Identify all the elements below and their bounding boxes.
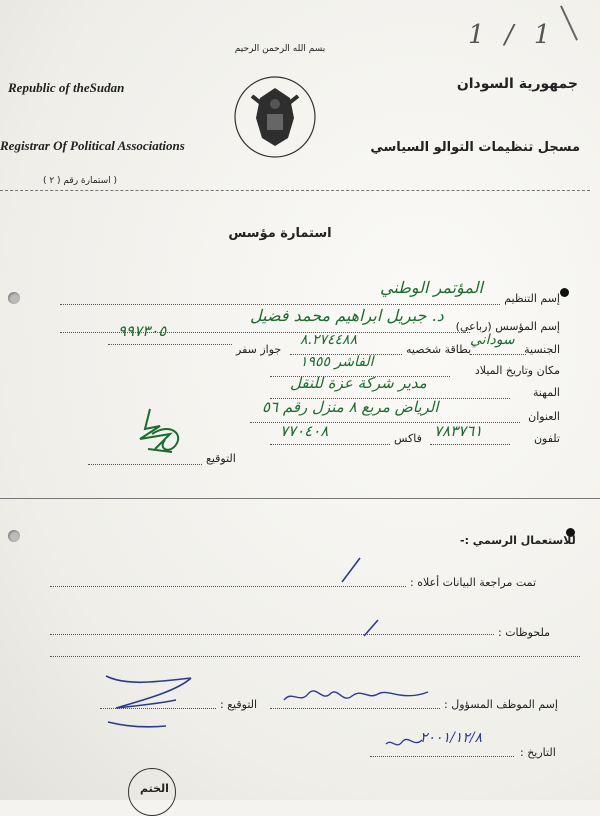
signature-line: [88, 464, 202, 465]
section-divider: [0, 498, 600, 499]
basmala: بسم الله الرحمن الرحيم: [234, 44, 326, 54]
punch-hole: [8, 530, 20, 542]
date-line: [370, 756, 514, 757]
phone-label: تلفون: [533, 432, 560, 445]
nationality-label: الجنسية: [524, 343, 560, 356]
founder-value: د. جبريل ابراهيم محمد فضيل: [250, 306, 444, 325]
nationality-value: سوداني: [470, 332, 515, 348]
page-number: 1 / 1: [468, 20, 557, 50]
address-label: العنوان: [528, 410, 560, 423]
org-line: [60, 304, 500, 305]
passport-value: ٩٩٧٣٠٥: [118, 322, 167, 340]
reviewed-label: تمت مراجعة البيانات أعلاه :: [410, 576, 537, 589]
emblem-seal: [232, 74, 318, 160]
header-registrar-ar: مسجل تنظيمات التوالو السياسي: [370, 140, 580, 155]
address-value: الرياض مربع ٨ منزل رقم ٥٦: [262, 398, 439, 416]
org-label: إسم التنظيم: [504, 292, 560, 305]
stamp-label: الختم: [140, 782, 169, 795]
date-scribble: [384, 736, 424, 756]
punch-hole: [8, 292, 20, 304]
phone-value: ٧٨٣٧٦١: [434, 422, 483, 440]
officer-value-scribble: [282, 686, 432, 712]
founder-signature-label: التوقيع: [206, 452, 236, 465]
header-divider: [0, 190, 590, 191]
birth-value: الفاشر ١٩٥٥: [300, 354, 374, 370]
id-value: ٨.٢٧٤٤٨٨: [300, 332, 358, 348]
phone-line: [430, 444, 510, 445]
form-number: ( استمارة رقم ( ٢ ): [42, 176, 118, 186]
form-title: استمارة مؤسس: [228, 226, 332, 241]
header-country-ar: جمهورية السودان: [456, 76, 578, 92]
date-value: ٢٠٠١/١٢/٨: [420, 730, 483, 746]
header-registrar-en: Registrar Of Political Associations: [0, 138, 185, 153]
official-title: للاستعمال الرسمي :-: [460, 534, 576, 547]
fax-value: ٧٧٠٤٠٨: [280, 422, 329, 440]
header-country-en: Republic of theSudan: [8, 80, 125, 95]
birth-label: مكان وتاريخ الميلاد: [474, 364, 560, 377]
passport-line: [108, 344, 232, 345]
officer-label: إسم الموظف المسؤول :: [444, 698, 558, 711]
job-label: المهنة: [532, 386, 560, 399]
passport-label: جواز سفر: [236, 343, 282, 356]
notes-line-1: [50, 634, 494, 635]
notes-line-2: [50, 656, 580, 657]
review-checkmark: [340, 556, 364, 590]
job-value: مدير شركة عزة للنقل: [290, 374, 427, 392]
founder-signature: [130, 404, 190, 464]
org-value: المؤتمر الوطني: [380, 278, 483, 297]
fax-line: [270, 444, 390, 445]
official-signature: [96, 664, 206, 738]
fax-label: فاكس: [394, 432, 422, 445]
notes-label: ملحوظات :: [498, 626, 550, 639]
id-label: بطاقة شخصيه: [406, 343, 472, 356]
nationality-line: [470, 354, 526, 355]
notes-mark: [362, 618, 382, 642]
bullet: [560, 288, 569, 297]
official-signature-label: التوقيع :: [220, 698, 258, 711]
date-label: التاريخ :: [520, 746, 556, 759]
founder-label: إسم المؤسس (رباعي): [455, 320, 560, 333]
